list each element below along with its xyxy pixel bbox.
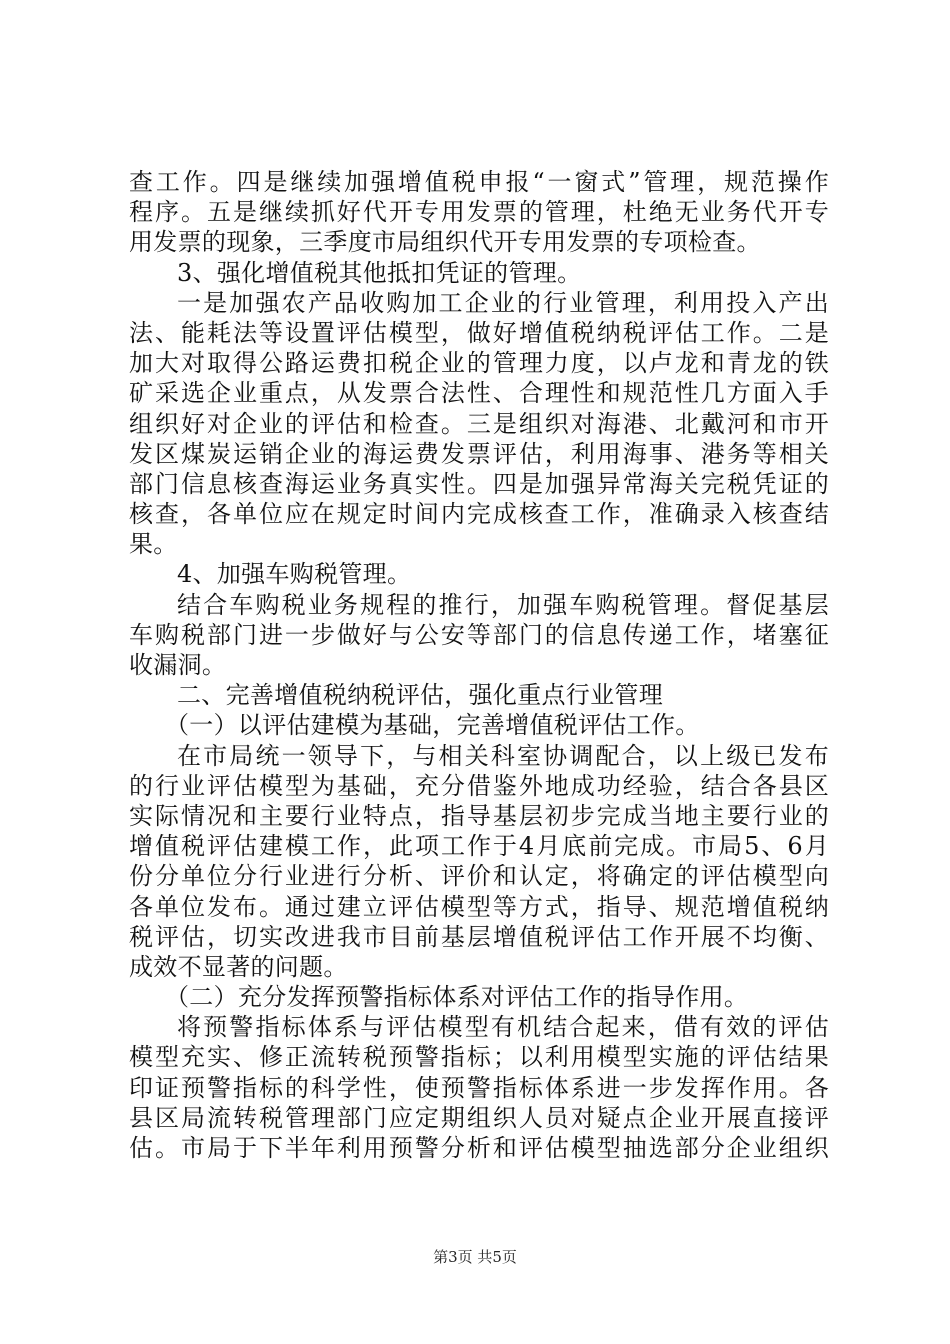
text-line: （一）以评估建模为基础，完善增值税评估工作。 xyxy=(165,711,700,740)
text-line: 估。市局于下半年利用预警分析和评估模型抽选部分企业组织 xyxy=(129,1134,829,1162)
text-line: 实际情况和主要行业特点，指导基层初步完成当地主要行业的 xyxy=(129,801,829,830)
text-line: 税评估，切实改进我市目前基层增值税评估工作开展不均衡、 xyxy=(129,922,829,951)
text-line: 部门信息核查海运业务真实性。四是加强异常海关完税凭证的 xyxy=(129,469,829,498)
text-line: 二、完善增值税纳税评估，强化重点行业管理 xyxy=(177,681,663,710)
text-line: 收漏洞。 xyxy=(129,651,227,679)
text-line: 程序。五是继续抓好代开专用发票的管理，杜绝无业务代开专 xyxy=(129,198,829,227)
text-line: （二）充分发挥预警指标体系对评估工作的指导作用。 xyxy=(165,983,749,1012)
text-line: 成效不显著的问题。 xyxy=(129,952,348,981)
text-line: 车购税部门进一步做好与公安等部门的信息传递工作，堵塞征 xyxy=(129,620,829,649)
text-line: 核查，各单位应在规定时间内完成核查工作，准确录入核查结 xyxy=(129,500,829,529)
text-line: 份分单位分行业进行分析、评价和认定，将确定的评估模型向 xyxy=(129,862,829,891)
text-line: 模型充实、修正流转税预警指标；以利用模型实施的评估结果 xyxy=(129,1043,829,1072)
text-line: 发区煤炭运销企业的海运费发票评估，利用海事、港务等相关 xyxy=(129,439,829,468)
text-line: 的行业评估模型为基础，充分借鉴外地成功经验，结合各县区 xyxy=(129,771,829,800)
text-line: 将预警指标体系与评估模型有机结合起来，借有效的评估 xyxy=(177,1013,829,1042)
text-line: 各单位发布。通过建立评估模型等方式，指导、规范增值税纳 xyxy=(129,892,829,921)
text-line: 一是加强农产品收购加工企业的行业管理，利用投入产出 xyxy=(177,288,829,317)
document-body xyxy=(129,167,829,1163)
text-line: 加大对取得公路运费扣税企业的管理力度，以卢龙和青龙的铁 xyxy=(129,349,829,378)
text-line: 查工作。四是继续加强增值税申报“一窗式”管理，规范操作 xyxy=(129,168,829,196)
text-line: 用发票的现象，三季度市局组织代开专用发票的专项检查。 xyxy=(129,228,761,257)
text-line: 增值税评估建模工作，此项工作于4月底前完成。市局5、6月 xyxy=(129,832,829,861)
text-line: 3、强化增值税其他抵扣凭证的管理。 xyxy=(177,258,582,287)
text-line: 组织好对企业的评估和检查。三是组织对海港、北戴河和市开 xyxy=(129,409,829,438)
text-line: 矿采选企业重点，从发票合法性、合理性和规范性几方面入手 xyxy=(129,379,829,408)
text-line: 印证预警指标的科学性，使预警指标体系进一步发挥作用。各 xyxy=(129,1073,829,1102)
page-number-footer: 第3页 共5页 xyxy=(433,1248,517,1266)
text-line: 县区局流转税管理部门应定期组织人员对疑点企业开展直接评 xyxy=(129,1103,829,1132)
text-line: 法、能耗法等设置评估模型，做好增值税纳税评估工作。二是 xyxy=(129,318,829,347)
text-line: 在市局统一领导下，与相关科室协调配合，以上级已发布 xyxy=(177,741,829,770)
text-line: 结合车购税业务规程的推行，加强车购税管理。督促基层 xyxy=(177,590,829,619)
text-line: 果。 xyxy=(129,530,178,559)
text-line: 4、加强车购税管理。 xyxy=(177,560,412,589)
